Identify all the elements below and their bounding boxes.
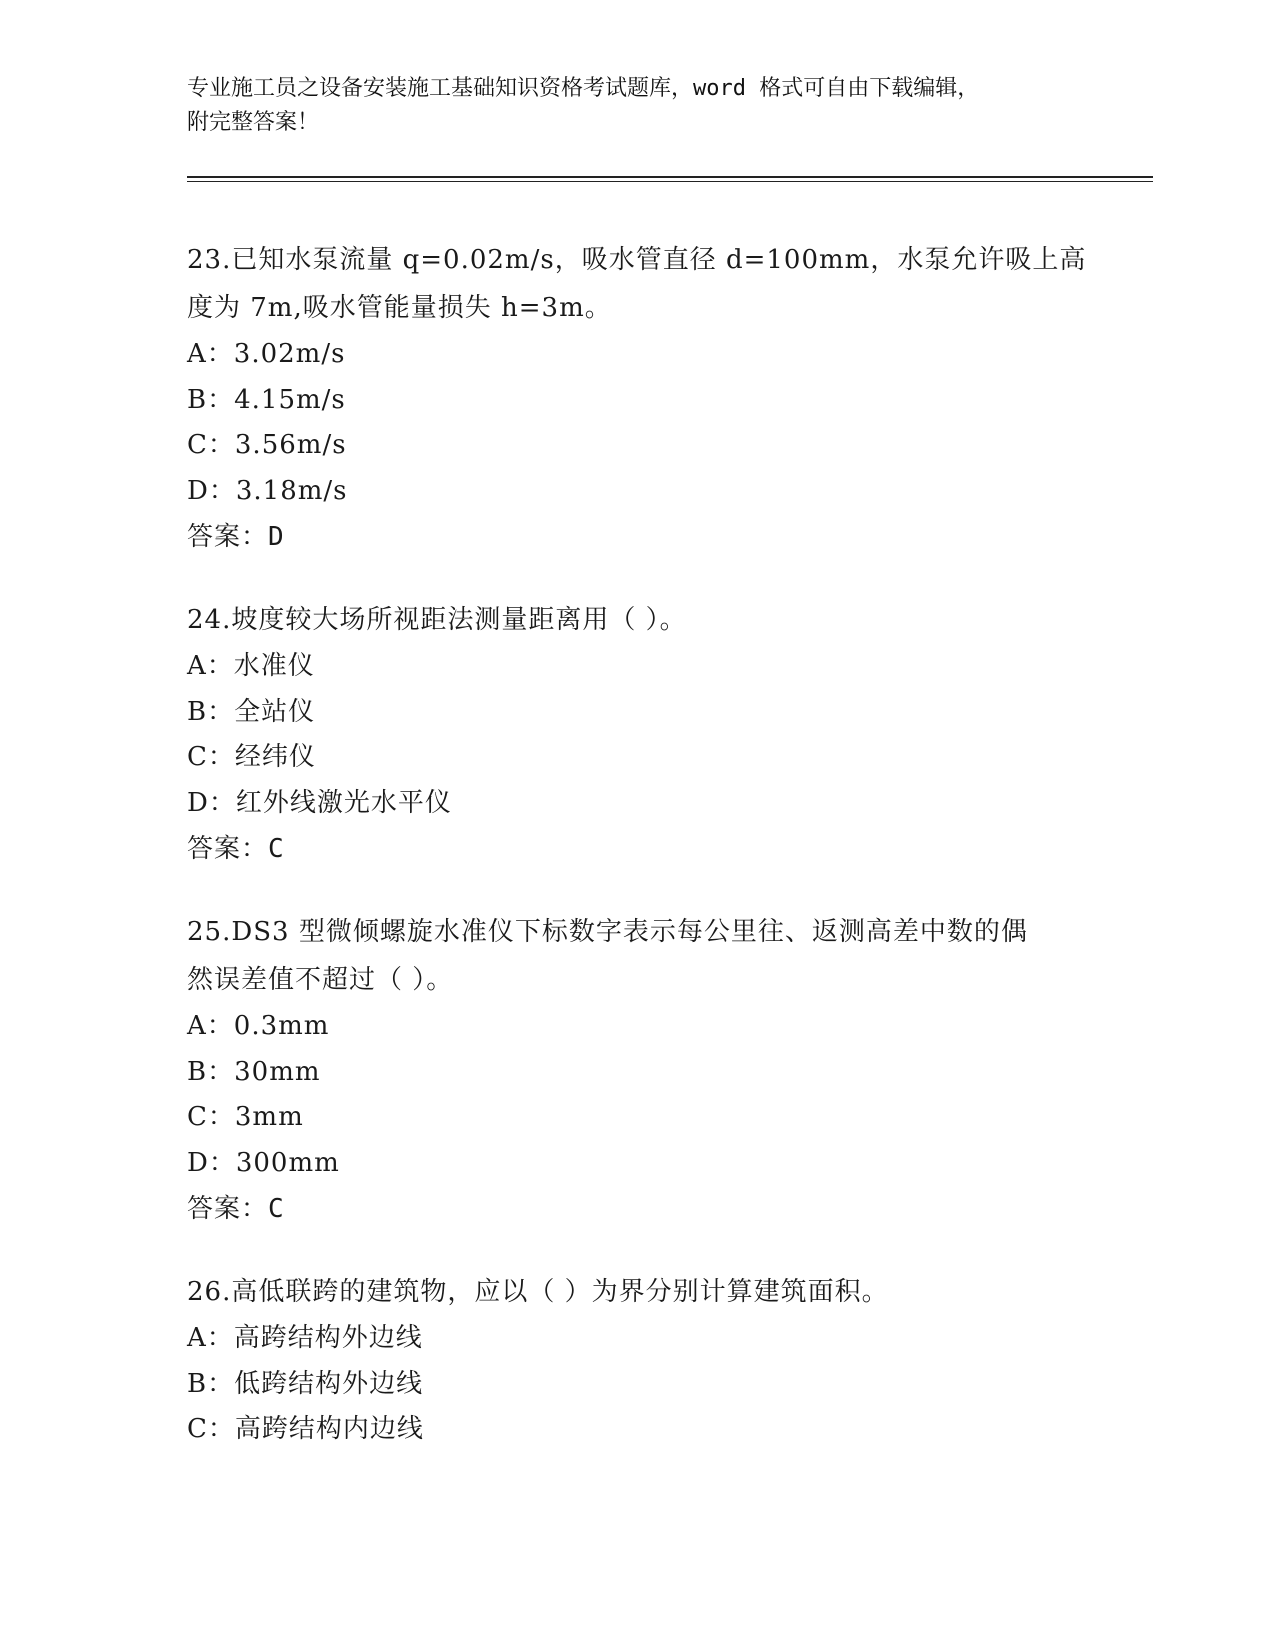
question-24 [187,596,1147,872]
option-a: A：3.02m/s [187,339,346,369]
option-a: A：高跨结构外边线 [187,1323,423,1353]
question-23 [187,236,1147,560]
question-25 [187,908,1147,1232]
answer: 答案：C [187,834,285,864]
option-b: B：4.15m/s [187,384,346,415]
question-stem-line: 25.DS3 型微倾螺旋水准仪下标数字表示每公里往、返测高差中数的偶 [187,917,1028,947]
option-d: D：3.18m/s [187,475,348,506]
option-d: D：红外线激光水平仪 [187,787,452,818]
question-26 [187,1268,1147,1453]
option-c: C：经纬仪 [187,742,316,772]
option-a: A：0.3mm [187,1011,330,1041]
question-stem-line: 度为 7m,吸水管能量损失 h=3m。 [187,293,612,323]
question-stem [187,596,1147,644]
option-a: A：水准仪 [187,651,315,681]
header-divider-bottom [187,181,1153,182]
question-stem [187,908,1147,1004]
header-divider-top [187,176,1153,178]
option-c: C：3.56m/s [187,430,347,460]
question-list [187,236,1147,1489]
option-d: D：300mm [187,1147,340,1178]
answer: 答案：C [187,1194,285,1224]
question-stem [187,1268,1147,1316]
header-line-1: 专业施工员之设备安装施工基础知识资格考试题库，word 格式可自由下载编辑， [187,76,980,101]
question-stem-line: 26.高低联跨的建筑物，应以（ ）为界分别计算建筑面积。 [187,1277,889,1307]
option-b: B：低跨结构外边线 [187,1368,424,1399]
document-header [187,72,1087,140]
header-line-2: 附完整答案！ [187,110,320,135]
question-stem [187,236,1147,332]
option-c: C：3mm [187,1102,304,1132]
option-c: C：高跨结构内边线 [187,1414,424,1444]
answer: 答案：D [187,522,285,552]
option-b: B：30mm [187,1056,321,1087]
question-stem-line: 然误差值不超过（ ）。 [187,965,454,995]
option-b: B：全站仪 [187,696,316,727]
question-stem-line: 24.坡度较大场所视距法测量距离用（ ）。 [187,605,687,635]
question-stem-line: 23.已知水泵流量 q=0.02m/s，吸水管直径 d=100mm，水泵允许吸上高 [187,245,1087,275]
